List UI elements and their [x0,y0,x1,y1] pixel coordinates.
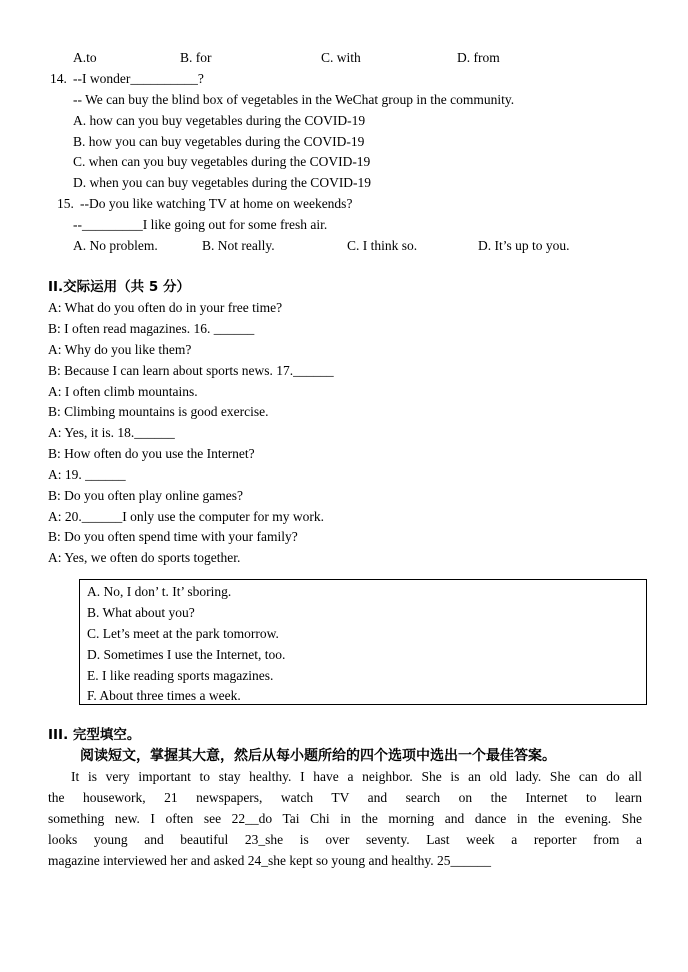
passage-line: It is very important to stay healthy. I have a neighbor. She is an old lady. She can do all [71,769,642,784]
box-option-b: B. What about you? [87,605,195,620]
box-option-c: C. Let’s meet at the park tomorrow. [87,626,279,641]
passage-line: the housework, 21 newspapers, watch TV and search on the Internet to learn [48,790,642,805]
section2-title: II.交际运用（共 5 分） [48,279,190,295]
section3-instruction: 阅读短文，掌握其大意，然后从每小题所给的四个选项中选出一个最佳答案。 [80,748,556,764]
dialogue-line: B: I often read magazines. 16. ______ [48,321,255,336]
dialogue-line: A: 19. ______ [48,467,126,482]
q15-number: 15. [57,196,74,211]
box-option-f: F. About three times a week. [87,688,241,703]
q14-option-d: D. when you can buy vegetables during the COVID-19 [73,175,372,190]
dialogue-line: A: Yes, we often do sports together. [48,550,241,565]
dialogue-line: B: Climbing mountains is good exercise. [48,404,269,419]
q13-option-c: C. with [321,50,361,65]
dialogue-line: B: How often do you use the Internet? [48,446,255,461]
passage-line: magazine interviewed her and asked 24_she kept so young and healthy. 25______ [48,853,492,868]
q14-context: -- We can buy the blind box of vegetables in the WeChat group in the community. [73,92,515,107]
q15-option-a: A. No problem. [73,238,158,253]
section3-title: III. 完型填空。 [48,727,141,743]
dialogue-line: B: Do you often spend time with your family? [48,529,298,544]
box-option-a: A. No, I don’ t. It’ sboring. [87,584,232,599]
box-option-d: D. Sometimes I use the Internet, too. [87,647,286,662]
dialogue-line: A: I often climb mountains. [48,384,198,399]
q15-answer-line: --_________I like going out for some fresh air. [73,217,328,232]
section2-options-box [79,579,647,705]
q14-option-c: C. when can you buy vegetables during the COVID-19 [73,154,371,169]
q15-option-d: D. It’s up to you. [478,238,570,253]
q13-option-a: A.to [73,50,97,65]
q15-option-c: C. I think so. [347,238,418,253]
q15-stem: --Do you like watching TV at home on weekends? [80,196,353,211]
q15-option-b: B. Not really. [202,238,275,253]
dialogue-line: A: 20.______I only use the computer for my work. [48,509,324,524]
passage-line: looks young and beautiful 23_she is over seventy. Last week a reporter from a [48,832,642,847]
q13-option-b: B. for [180,50,212,65]
box-option-e: E. I like reading sports magazines. [87,668,274,683]
q14-stem: --I wonder__________? [73,71,204,86]
q13-option-d: D. from [457,50,500,65]
dialogue-line: A: What do you often do in your free time? [48,300,283,315]
dialogue-line: B: Because I can learn about sports news. 17.______ [48,363,334,378]
passage-line: something new. I often see 22__do Tai Chi in the morning and dance in the evening. She [48,811,642,826]
q14-option-a: A. how can you buy vegetables during the COVID-19 [73,113,366,128]
q14-option-b: B. how you can buy vegetables during the COVID-19 [73,134,365,149]
dialogue-line: A: Yes, it is. 18.______ [48,425,175,440]
dialogue-line: B: Do you often play online games? [48,488,243,503]
q14-number: 14. [50,71,67,86]
dialogue-line: A: Why do you like them? [48,342,192,357]
